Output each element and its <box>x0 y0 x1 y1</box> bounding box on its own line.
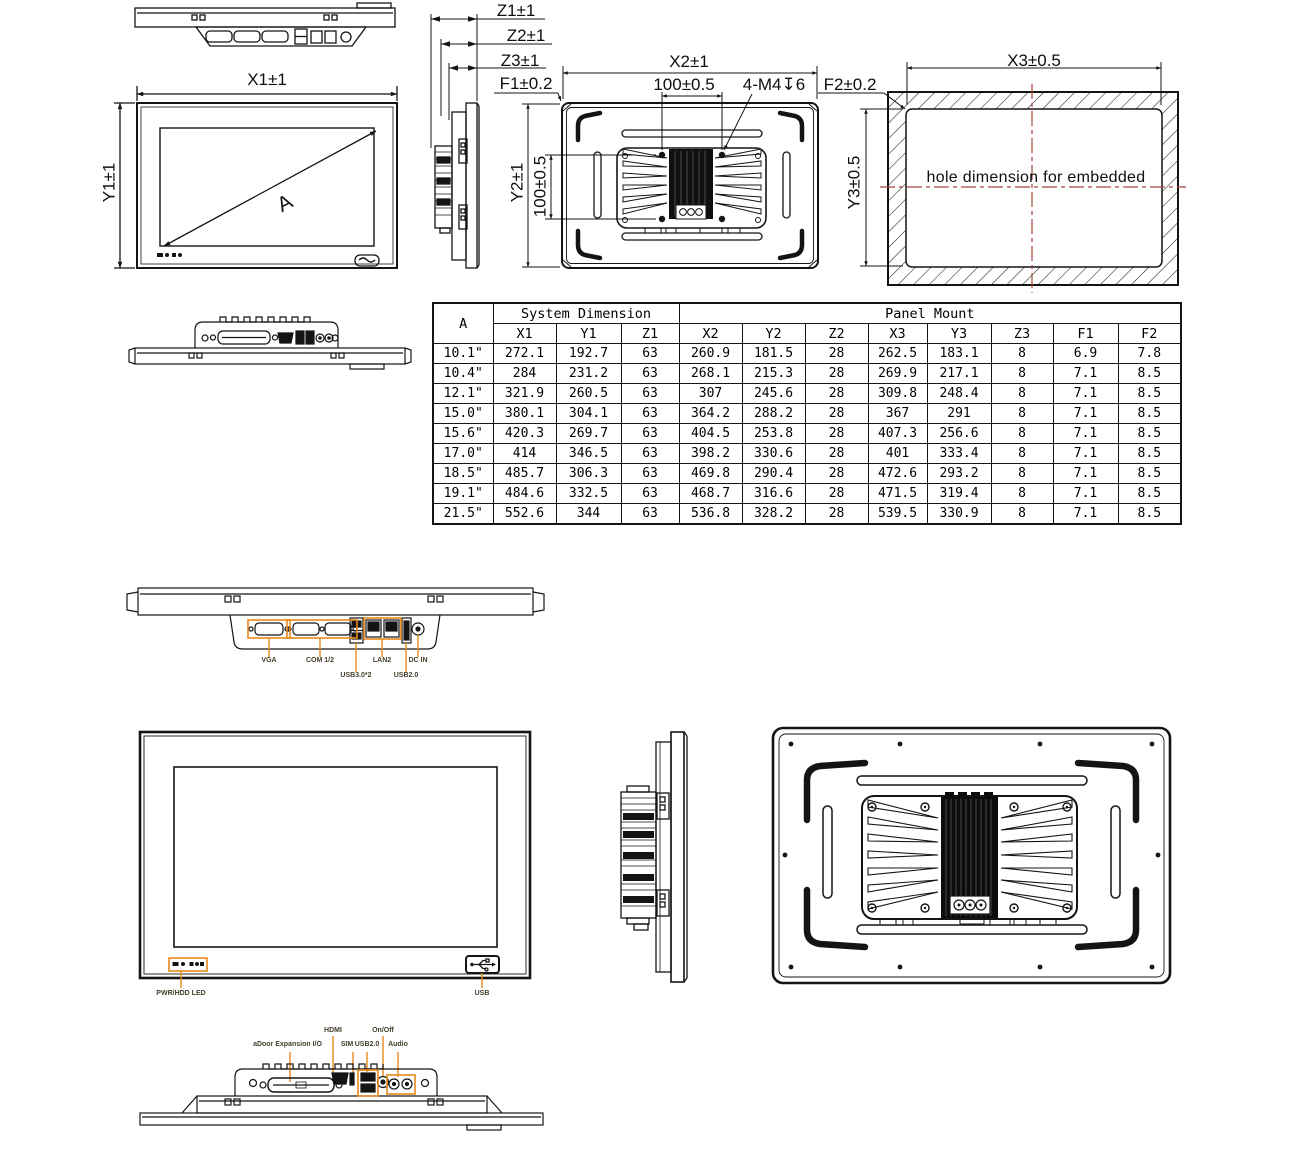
cell-dimension-value: 8 <box>991 484 1053 504</box>
port-label-lan: LAN2 <box>372 657 392 664</box>
table-row <box>433 424 1181 444</box>
cell-dimension-value: 330.6 <box>742 444 805 464</box>
cell-dimension-value: 7.1 <box>1053 404 1118 424</box>
port-label-usb2: USB2.0 <box>393 672 419 679</box>
cell-dimension-value: 256.6 <box>927 424 991 444</box>
table-row <box>433 464 1181 484</box>
port-label-usb3: USB3.0*2 <box>340 672 372 679</box>
dim-label-vesa-y: 100±0.5 <box>530 155 550 218</box>
table-row <box>433 364 1181 384</box>
table-subheader-row <box>433 324 1181 344</box>
cell-dimension-value: 304.1 <box>556 404 621 424</box>
usb-port-icon <box>466 956 499 973</box>
cell-dimension-value: 63 <box>621 364 679 384</box>
table-row <box>433 484 1181 504</box>
cell-dimension-value: 293.2 <box>927 464 991 484</box>
cell-dimension-value: 316.6 <box>742 484 805 504</box>
cell-dimension-value: 398.2 <box>679 444 742 464</box>
cell-dimension-value: 28 <box>805 344 868 364</box>
cell-dimension-value: 8 <box>991 364 1053 384</box>
bottom-io-view-linework <box>115 580 560 685</box>
cell-dimension-value: 8 <box>991 404 1053 424</box>
table-group-header-panel: Panel Mount <box>679 303 1181 324</box>
cell-dimension-value: 420.3 <box>493 424 556 444</box>
cell-dimension-value: 7.8 <box>1118 344 1181 364</box>
cell-panel-size: 18.5" <box>433 464 493 484</box>
dim-label-x3: X3±0.5 <box>1007 51 1061 70</box>
table-subheader: Y2 <box>742 324 805 344</box>
cell-dimension-value: 328.2 <box>742 504 805 525</box>
cell-dimension-value: 309.8 <box>868 384 927 404</box>
cell-dimension-value: 414 <box>493 444 556 464</box>
cell-dimension-value: 6.9 <box>1053 344 1118 364</box>
dim-label-z2: Z2±1 <box>506 26 546 45</box>
table-subheader: X2 <box>679 324 742 344</box>
cell-dimension-value: 307 <box>679 384 742 404</box>
led-indicators-small <box>157 253 182 257</box>
cell-dimension-value: 63 <box>621 504 679 525</box>
table-subheader: F1 <box>1053 324 1118 344</box>
cell-dimension-value: 7.1 <box>1053 504 1118 525</box>
front-leader-lines <box>181 971 482 988</box>
cell-dimension-value: 7.1 <box>1053 484 1118 504</box>
cell-dimension-value: 28 <box>805 424 868 444</box>
table-row <box>433 504 1181 525</box>
table-body <box>433 344 1181 525</box>
cell-dimension-value: 471.5 <box>868 484 927 504</box>
cell-dimension-value: 346.5 <box>556 444 621 464</box>
port-label-dc-in: DC IN <box>408 657 428 664</box>
cell-dimension-value: 248.4 <box>927 384 991 404</box>
cell-dimension-value: 7.1 <box>1053 384 1118 404</box>
cell-dimension-value: 28 <box>805 504 868 525</box>
port-label-hdmi: HDMI <box>324 1027 342 1034</box>
table-subheader: Y1 <box>556 324 621 344</box>
port-label-on-off: On/Off <box>372 1027 394 1034</box>
cell-dimension-value: 63 <box>621 344 679 364</box>
cell-dimension-value: 260.9 <box>679 344 742 364</box>
table-subheader: Z3 <box>991 324 1053 344</box>
table-row <box>433 384 1181 404</box>
cell-panel-size: 10.1" <box>433 344 493 364</box>
top-edge-io-view-small <box>125 300 415 375</box>
cell-dimension-value: 63 <box>621 384 679 404</box>
cell-dimension-value: 28 <box>805 364 868 384</box>
cell-dimension-value: 8 <box>991 464 1053 484</box>
cell-dimension-value: 8 <box>991 384 1053 404</box>
port-label-audio: Audio <box>388 1041 408 1048</box>
port-label-usb2-top: USB2.0 <box>354 1041 380 1048</box>
cell-dimension-value: 469.8 <box>679 464 742 484</box>
cell-dimension-value: 8 <box>991 504 1053 525</box>
screw-spec-label: 4-M4↧6 <box>742 75 806 94</box>
table-subheader: X3 <box>868 324 927 344</box>
cell-dimension-value: 8.5 <box>1118 464 1181 484</box>
table-row <box>433 344 1181 364</box>
cell-dimension-value: 192.7 <box>556 344 621 364</box>
cell-dimension-value: 380.1 <box>493 404 556 424</box>
cell-dimension-value: 8.5 <box>1118 404 1181 424</box>
cell-dimension-value: 333.4 <box>927 444 991 464</box>
port-label-vga: VGA <box>261 657 277 664</box>
port-label-expansion: aDoor Expansion I/O <box>253 1041 322 1048</box>
cell-dimension-value: 28 <box>805 384 868 404</box>
cell-dimension-value: 468.7 <box>679 484 742 504</box>
dim-label-x2: X2±1 <box>669 52 709 71</box>
cell-dimension-value: 404.5 <box>679 424 742 444</box>
dim-label-y3: Y3±0.5 <box>844 155 864 210</box>
top-io-view-linework <box>120 1020 550 1140</box>
cell-dimension-value: 28 <box>805 404 868 424</box>
pwr-hdd-led-label: PWR/HDD LED <box>156 990 206 997</box>
cell-dimension-value: 268.1 <box>679 364 742 384</box>
cell-dimension-value: 260.5 <box>556 384 621 404</box>
cell-dimension-value: 485.7 <box>493 464 556 484</box>
table-row <box>433 404 1181 424</box>
cell-dimension-value: 217.1 <box>927 364 991 384</box>
cell-dimension-value: 8.5 <box>1118 484 1181 504</box>
cell-dimension-value: 552.6 <box>493 504 556 525</box>
cell-dimension-value: 269.9 <box>868 364 927 384</box>
pwr-hdd-led-icons <box>173 962 205 966</box>
rear-view-large <box>773 728 1170 983</box>
port-label-sim: SIM <box>340 1041 354 1048</box>
cell-dimension-value: 8.5 <box>1118 504 1181 525</box>
dim-label-y2: Y2±1 <box>507 162 527 203</box>
cell-dimension-value: 8.5 <box>1118 364 1181 384</box>
cell-panel-size: 17.0" <box>433 444 493 464</box>
cell-dimension-value: 63 <box>621 404 679 424</box>
table-subheader: Z2 <box>805 324 868 344</box>
cell-dimension-value: 7.1 <box>1053 424 1118 444</box>
top-views-linework <box>0 0 1305 300</box>
cell-dimension-value: 63 <box>621 464 679 484</box>
cell-dimension-value: 28 <box>805 444 868 464</box>
top-edge-view-small <box>135 3 395 46</box>
cell-dimension-value: 364.2 <box>679 404 742 424</box>
cell-dimension-value: 401 <box>868 444 927 464</box>
cell-dimension-value: 253.8 <box>742 424 805 444</box>
cell-dimension-value: 183.1 <box>927 344 991 364</box>
usb-front-label: USB <box>474 990 490 997</box>
table-subheader: F2 <box>1118 324 1181 344</box>
cell-dimension-value: 536.8 <box>679 504 742 525</box>
cell-dimension-value: 181.5 <box>742 344 805 364</box>
cell-panel-size: 10.4" <box>433 364 493 384</box>
cell-dimension-value: 8.5 <box>1118 444 1181 464</box>
table-subheader: X1 <box>493 324 556 344</box>
cell-dimension-value: 269.7 <box>556 424 621 444</box>
cell-dimension-value: 8.5 <box>1118 384 1181 404</box>
cell-dimension-value: 407.3 <box>868 424 927 444</box>
cell-dimension-value: 330.9 <box>927 504 991 525</box>
cell-dimension-value: 8 <box>991 444 1053 464</box>
front-view-large <box>140 732 530 988</box>
cell-dimension-value: 28 <box>805 464 868 484</box>
cell-dimension-value: 63 <box>621 484 679 504</box>
cell-dimension-value: 306.3 <box>556 464 621 484</box>
table-row <box>433 444 1181 464</box>
cell-dimension-value: 7.1 <box>1053 444 1118 464</box>
cell-dimension-value: 484.6 <box>493 484 556 504</box>
dim-label-y1: Y1±1 <box>99 162 119 203</box>
cell-dimension-value: 288.2 <box>742 404 805 424</box>
dim-label-z3: Z3±1 <box>500 51 540 70</box>
cell-dimension-value: 344 <box>556 504 621 525</box>
cell-panel-size: 19.1" <box>433 484 493 504</box>
cell-dimension-value: 290.4 <box>742 464 805 484</box>
cell-dimension-value: 319.4 <box>927 484 991 504</box>
side-view-large <box>621 732 687 982</box>
cell-panel-size: 12.1" <box>433 384 493 404</box>
dim-label-f1: F1±0.2 <box>499 74 553 93</box>
cell-dimension-value: 472.6 <box>868 464 927 484</box>
cell-dimension-value: 7.1 <box>1053 464 1118 484</box>
cell-dimension-value: 231.2 <box>556 364 621 384</box>
cell-dimension-value: 245.6 <box>742 384 805 404</box>
cell-dimension-value: 63 <box>621 424 679 444</box>
cell-dimension-value: 539.5 <box>868 504 927 525</box>
table-corner-header: A <box>433 303 493 344</box>
io-leader-lines <box>269 635 418 672</box>
table-subheader: Z1 <box>621 324 679 344</box>
front-view-small <box>114 86 397 268</box>
cell-dimension-value: 284 <box>493 364 556 384</box>
dim-label-x1: X1±1 <box>247 70 287 89</box>
cell-dimension-value: 272.1 <box>493 344 556 364</box>
port-label-com: COM 1/2 <box>305 657 334 664</box>
table-group-header-system: System Dimension <box>493 303 679 324</box>
cell-dimension-value: 8.5 <box>1118 424 1181 444</box>
cell-dimension-value: 7.1 <box>1053 364 1118 384</box>
cell-panel-size: 15.0" <box>433 404 493 424</box>
hole-dimension-note: hole dimension for embedded <box>926 169 1146 186</box>
dim-label-z1: Z1±1 <box>496 1 536 20</box>
cell-dimension-value: 332.5 <box>556 484 621 504</box>
cell-dimension-value: 28 <box>805 484 868 504</box>
cell-dimension-value: 321.9 <box>493 384 556 404</box>
cell-dimension-value: 63 <box>621 444 679 464</box>
cell-dimension-value: 262.5 <box>868 344 927 364</box>
cell-dimension-value: 8 <box>991 424 1053 444</box>
cell-panel-size: 21.5" <box>433 504 493 525</box>
table-subheader: Y3 <box>927 324 991 344</box>
dim-label-vesa-x: 100±0.5 <box>653 75 715 94</box>
cell-dimension-value: 367 <box>868 404 927 424</box>
cell-dimension-value: 215.3 <box>742 364 805 384</box>
large-views-linework <box>0 700 1305 1010</box>
cell-dimension-value: 8 <box>991 344 1053 364</box>
cell-dimension-value: 291 <box>927 404 991 424</box>
dim-label-f2: F2±0.2 <box>823 75 877 94</box>
cell-panel-size: 15.6" <box>433 424 493 444</box>
dimension-table <box>432 302 1182 525</box>
diagonal-size-label: A <box>273 190 297 217</box>
